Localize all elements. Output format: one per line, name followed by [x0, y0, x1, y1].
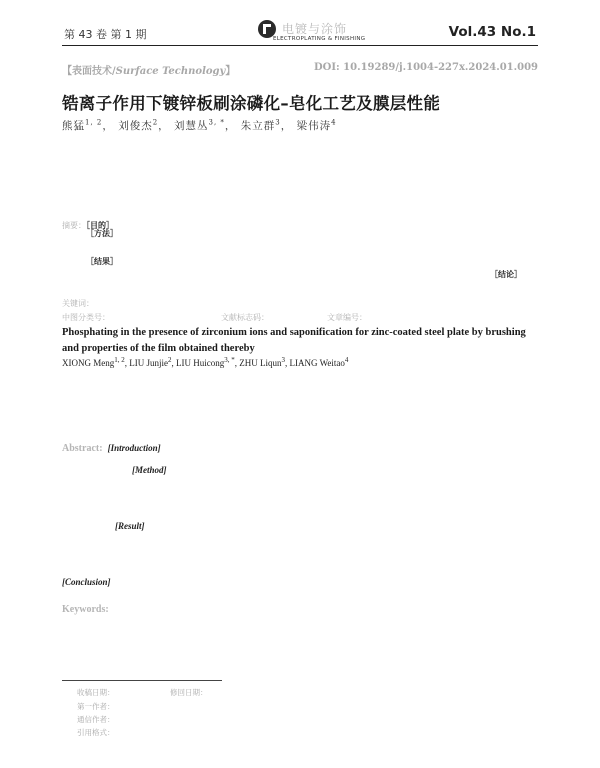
- abstract-en-method: [Method]: [132, 465, 167, 475]
- abstract-cn-result: ［结果］: [86, 257, 118, 266]
- author-en: LIU Junjie: [129, 358, 168, 368]
- keywords-cn-label: 关键词：: [62, 299, 94, 308]
- author-en: ZHU Liqun: [239, 358, 282, 368]
- author-cn: 朱立群: [240, 120, 276, 132]
- journal-volume-cn: 第 43 卷 第 1 期: [64, 28, 147, 41]
- document-code-label: 文献标志码：: [221, 313, 269, 322]
- doi: DOI: 10.19289/j.1004-227x.2024.01.009: [313, 62, 538, 73]
- journal-logo-subtitle: ELECTROPLATING & FINISHING: [273, 36, 366, 42]
- author-cn: 梁伟涛: [296, 120, 332, 132]
- article-number-label: 文章编号：: [327, 313, 367, 322]
- author-en: LIANG Weitao: [289, 358, 345, 368]
- abstract-cn-label: 摘要：: [62, 221, 86, 230]
- footnote-divider: [62, 680, 222, 681]
- corresponding-author-label: 通信作者：: [77, 715, 115, 724]
- abstract-en-intro: Abstract: [Introduction]: [62, 443, 161, 454]
- author-cn: 熊猛: [62, 120, 85, 132]
- first-author-label: 第一作者：: [77, 702, 115, 711]
- header-divider: [62, 45, 538, 46]
- article-title-en: Phosphating in the presence of zirconium ions and saponification for zinc-coated steel plate by brushing and properties of the film obtained thereby: [62, 327, 526, 354]
- clc-number-label: 中图分类号：: [62, 313, 110, 322]
- received-date-label: 收稿日期：: [77, 688, 115, 697]
- article-title-cn: 锆离子作用下镀锌板刷涂磷化–皂化工艺及膜层性能: [62, 94, 441, 113]
- abstract-cn-conclusion: ［结论］: [490, 270, 522, 279]
- abstract-cn-purpose: 摘要：［目的］: [62, 221, 114, 230]
- abstract-cn-method: ［方法］: [86, 229, 118, 238]
- revised-date-label: 修回日期：: [170, 688, 208, 697]
- citation-format-label: 引用格式：: [77, 728, 115, 737]
- abstract-en-label: Abstract:: [62, 443, 103, 454]
- author-cn: 刘慧丛: [174, 120, 209, 132]
- journal-logo-name: 电镀与涂饰: [282, 22, 348, 36]
- author-cn: 刘俊杰: [118, 120, 153, 132]
- journal-volume-en: Vol.43 No.1: [448, 24, 536, 40]
- author-en: LIU Huicong: [176, 358, 225, 368]
- keywords-en-label: Keywords:: [62, 604, 109, 615]
- author-list-en: XIONG Meng$^{1, 2}$, LIU Junjie$^2$, LIU Huicong$^{3, *}$, ZHU Liqun$^3$, LIANG Weitao$^4$: [62, 356, 349, 368]
- abstract-en-conclusion: [Conclusion]: [62, 577, 111, 587]
- author-en: XIONG Meng: [62, 358, 115, 368]
- abstract-en-result: [Result]: [115, 521, 145, 531]
- column-label: 【表面技术/Surface Technology】: [62, 66, 236, 77]
- author-list-cn: 熊猛$^{1, 2}$， 刘俊杰$^2$， 刘慧丛$^{3, *}$， 朱立群$^3$， 梁伟涛$^4$: [62, 118, 337, 132]
